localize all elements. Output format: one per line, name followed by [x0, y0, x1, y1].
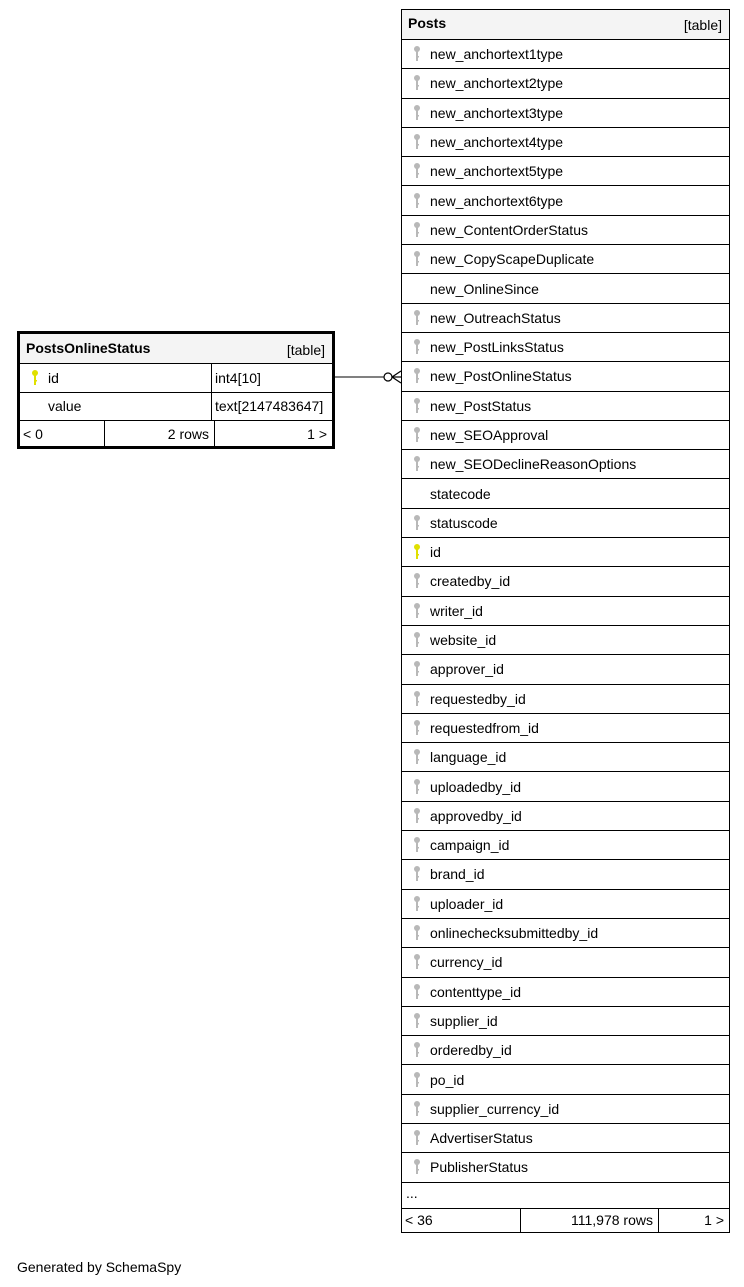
column-name: new_SEODeclineReasonOptions	[430, 456, 637, 473]
foreign-key-icon	[406, 221, 428, 239]
foreign-key-icon	[406, 660, 428, 678]
column-name: brand_id	[430, 866, 485, 883]
table-header	[402, 10, 729, 40]
crows-foot-marker	[392, 371, 401, 383]
column-name: id	[430, 544, 441, 561]
table-footer	[402, 1209, 729, 1232]
column-row[interactable]	[402, 948, 729, 977]
column-name: new_SEOApproval	[430, 427, 549, 443]
column-row[interactable]	[402, 421, 729, 450]
column-row[interactable]	[402, 919, 729, 948]
column-row[interactable]	[402, 392, 729, 421]
foreign-key-icon	[406, 104, 428, 122]
column-name: new_anchortext6type	[430, 192, 564, 209]
column-name: approver_id	[430, 661, 504, 678]
column-row[interactable]	[402, 509, 729, 538]
more-columns: ...	[402, 1183, 729, 1209]
primary-key-icon	[406, 543, 428, 561]
column-name: uploader_id	[430, 895, 504, 912]
column-name: new_anchortext3type	[430, 104, 564, 121]
column-name: requestedfrom_id	[430, 719, 539, 736]
column-row[interactable]	[402, 274, 729, 303]
children-count: 1 >	[704, 1212, 724, 1229]
table-kind: [table]	[683, 17, 722, 33]
column-row[interactable]	[402, 1007, 729, 1036]
column-row[interactable]	[402, 1065, 729, 1094]
foreign-key-icon	[406, 690, 428, 708]
children-count: 1 >	[307, 425, 327, 442]
column-row[interactable]	[20, 393, 332, 422]
column-name: value	[48, 398, 82, 415]
column-row[interactable]	[402, 802, 729, 831]
column-name: new_PostOnlineStatus	[430, 368, 572, 385]
column-row[interactable]	[402, 567, 729, 596]
column-name: new_anchortext4type	[430, 134, 564, 151]
column-name: new_PostStatus	[430, 397, 532, 414]
column-name: language_id	[430, 749, 507, 766]
table-name[interactable]: PostsOnlineStatus	[26, 340, 151, 356]
foreign-key-icon	[406, 338, 428, 356]
foreign-key-icon	[406, 631, 428, 649]
foreign-key-icon	[406, 162, 428, 180]
column-name: po_id	[430, 1071, 465, 1088]
foreign-key-icon	[406, 133, 428, 151]
table-header	[20, 334, 332, 364]
column-row[interactable]	[402, 450, 729, 479]
column-row[interactable]	[402, 714, 729, 743]
column-name: website_id	[430, 632, 497, 649]
foreign-key-icon	[406, 983, 428, 1001]
column-row[interactable]	[402, 860, 729, 889]
foreign-key-icon	[406, 836, 428, 854]
column-name: new_ContentOrderStatus	[430, 221, 588, 238]
foreign-key-icon	[406, 895, 428, 913]
column-name: statuscode	[430, 514, 498, 531]
foreign-key-icon	[406, 514, 428, 532]
column-row[interactable]	[402, 245, 729, 274]
foreign-key-icon	[406, 45, 428, 63]
column-name: requestedby_id	[430, 690, 526, 707]
column-row[interactable]	[402, 772, 729, 801]
parents-count: < 36	[402, 1209, 521, 1232]
foreign-key-icon	[406, 778, 428, 796]
foreign-key-icon	[406, 309, 428, 327]
column-row[interactable]	[402, 99, 729, 128]
column-row[interactable]	[402, 538, 729, 567]
row-count: 2 rows	[105, 421, 215, 446]
foreign-key-icon	[406, 748, 428, 766]
foreign-key-icon	[406, 1041, 428, 1059]
column-name: new_anchortext2type	[430, 75, 564, 92]
foreign-key-icon	[406, 1071, 428, 1089]
foreign-key-icon	[406, 602, 428, 620]
column-name: new_PostLinksStatus	[430, 339, 564, 356]
column-row[interactable]	[402, 362, 729, 391]
column-row[interactable]	[402, 1036, 729, 1065]
column-name: new_anchortext5type	[430, 163, 564, 180]
column-name: supplier_currency_id	[430, 1100, 560, 1117]
foreign-key-icon	[406, 455, 428, 473]
foreign-key-icon	[406, 807, 428, 825]
column-name: AdvertiserStatus	[430, 1130, 533, 1147]
column-row[interactable]	[20, 364, 332, 393]
foreign-key-icon	[406, 865, 428, 883]
generated-by-text: Generated by SchemaSpy	[17, 1259, 182, 1275]
column-name: new_anchortext1type	[430, 46, 564, 63]
column-name: createdby_id	[430, 573, 511, 590]
column-name: campaign_id	[430, 837, 510, 854]
column-row[interactable]	[402, 655, 729, 684]
foreign-key-icon	[406, 426, 428, 444]
foreign-key-icon	[406, 192, 428, 210]
foreign-key-icon	[406, 1012, 428, 1030]
table-footer	[20, 421, 332, 446]
column-row[interactable]	[402, 186, 729, 215]
table-posts-online-status[interactable]	[17, 331, 335, 449]
column-row[interactable]	[402, 479, 729, 508]
column-name: new_CopyScapeDuplicate	[430, 251, 595, 268]
column-name: writer_id	[430, 602, 483, 619]
column-name: supplier_id	[430, 1012, 498, 1029]
foreign-key-icon	[406, 719, 428, 737]
column-row[interactable]	[402, 626, 729, 655]
foreign-key-icon	[406, 1100, 428, 1118]
parents-count: < 0	[20, 421, 105, 446]
foreign-key-icon	[406, 1158, 428, 1176]
column-row[interactable]	[402, 1153, 729, 1182]
column-name: approvedby_id	[430, 807, 522, 824]
column-type: int4[10]	[211, 364, 332, 392]
column-name: uploadedby_id	[430, 778, 522, 795]
column-name: new_OnlineSince	[430, 280, 539, 297]
column-row[interactable]	[402, 128, 729, 157]
column-row[interactable]	[402, 157, 729, 186]
zero-optional-marker	[384, 373, 392, 381]
column-row[interactable]	[402, 1124, 729, 1153]
column-name: statecode	[430, 485, 491, 502]
column-name: PublisherStatus	[430, 1159, 529, 1176]
column-row[interactable]	[402, 685, 729, 714]
foreign-key-icon	[406, 367, 428, 385]
foreign-key-icon	[406, 953, 428, 971]
foreign-key-icon	[406, 1129, 428, 1147]
column-row[interactable]	[402, 743, 729, 772]
column-name: orderedby_id	[430, 1042, 512, 1059]
column-row[interactable]	[402, 69, 729, 98]
foreign-key-icon	[406, 924, 428, 942]
column-row[interactable]	[402, 304, 729, 333]
column-row[interactable]	[402, 333, 729, 362]
table-name[interactable]: Posts	[408, 15, 447, 31]
column-row[interactable]	[402, 890, 729, 919]
foreign-key-icon	[406, 572, 428, 590]
column-type: text[2147483647]	[211, 393, 332, 421]
column-name: id	[48, 369, 59, 386]
column-row[interactable]	[402, 978, 729, 1007]
column-row[interactable]	[402, 216, 729, 245]
foreign-key-icon	[406, 397, 428, 415]
table-posts[interactable]	[401, 9, 730, 1233]
table-kind: [table]	[286, 342, 325, 358]
foreign-key-icon	[406, 74, 428, 92]
column-name: currency_id	[430, 954, 503, 971]
column-row[interactable]	[402, 831, 729, 860]
column-row[interactable]	[402, 40, 729, 69]
primary-key-icon	[24, 369, 46, 387]
column-name: contenttype_id	[430, 983, 522, 1000]
column-name: onlinechecksubmittedby_id	[430, 925, 599, 942]
column-row[interactable]	[402, 1095, 729, 1124]
row-count: 111,978 rows	[521, 1209, 659, 1232]
column-name: new_OutreachStatus	[430, 309, 561, 326]
foreign-key-icon	[406, 250, 428, 268]
column-row[interactable]	[402, 597, 729, 626]
